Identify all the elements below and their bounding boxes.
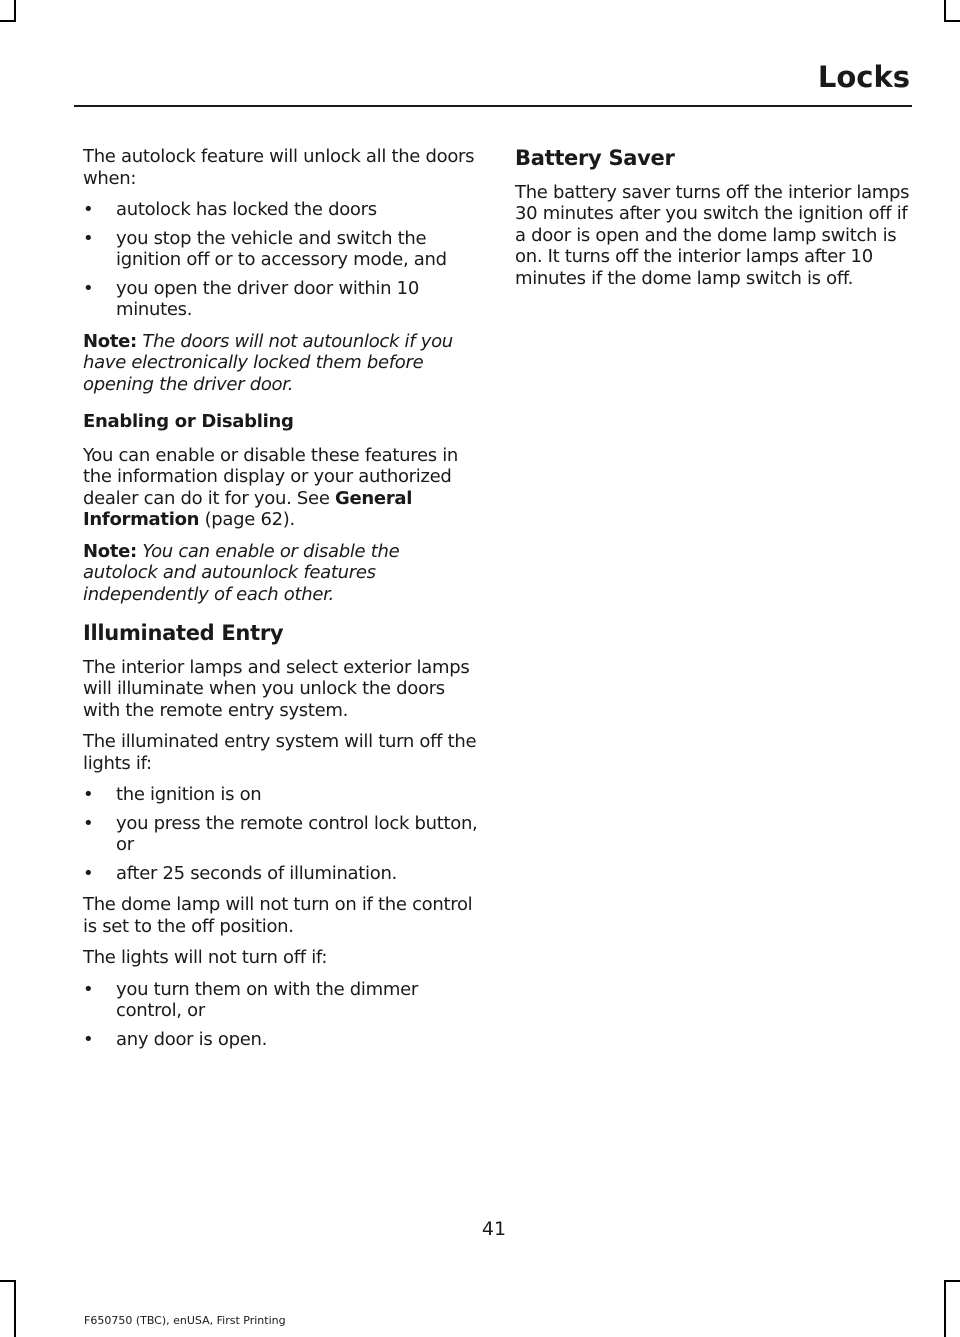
autolock-intro: The autolock feature will unlock all the doors when: bbox=[83, 146, 475, 189]
enabling-heading: Enabling or Disabling bbox=[83, 411, 294, 432]
note-text: You can enable or disable the autolock and autounlock features independently of each other. bbox=[83, 540, 400, 605]
note-autounlock bbox=[83, 331, 479, 396]
illuminated-entry-para: The illuminated entry system will turn off the lights if: bbox=[83, 731, 477, 774]
left-column bbox=[83, 146, 479, 1060]
list-item: • any door is open. bbox=[83, 1029, 479, 1051]
illuminated-entry-para: The dome lamp will not turn on if the control is set to the off position. bbox=[83, 894, 473, 937]
crop-mark bbox=[14, 1280, 16, 1337]
list-item: • the ignition is on bbox=[83, 784, 479, 806]
illuminated-entry-para: The interior lamps and select exterior lamps will illuminate when you unlock the doors with the remote entry system. bbox=[83, 656, 470, 721]
crop-mark bbox=[0, 1280, 16, 1282]
general-information-link[interactable]: General Information bbox=[83, 487, 413, 530]
page-number: 41 bbox=[481, 1218, 507, 1240]
list-item: • you open the driver door within 10 minutes. bbox=[83, 278, 479, 321]
crop-mark bbox=[0, 20, 16, 22]
enabling-text: You can enable or disable these features in the information display or your authorized dealer can do it for you. See bbox=[83, 444, 459, 509]
note-text: The doors will not autounlock if you have electronically locked them before opening the driver door. bbox=[83, 330, 453, 395]
list-item: • autolock has locked the doors bbox=[83, 199, 479, 221]
illuminated-entry-heading: Illuminated Entry bbox=[83, 621, 284, 645]
battery-saver-heading: Battery Saver bbox=[515, 146, 675, 170]
note-independent bbox=[83, 541, 479, 606]
stay-on-conditions-list bbox=[83, 979, 479, 1051]
turn-off-conditions-list bbox=[83, 784, 479, 884]
illuminated-entry-para: The lights will not turn off if: bbox=[83, 947, 328, 968]
list-item: • you turn them on with the dimmer control, or bbox=[83, 979, 479, 1022]
crop-mark bbox=[14, 0, 16, 20]
list-item: • you stop the vehicle and switch the ignition off or to accessory mode, and bbox=[83, 228, 479, 271]
note-label: Note: bbox=[83, 330, 137, 352]
list-item: • you press the remote control lock button, or bbox=[83, 813, 479, 856]
crop-mark bbox=[944, 1280, 946, 1337]
page-title: Locks bbox=[817, 60, 910, 94]
page-reference: (page 62) bbox=[204, 509, 290, 530]
unlock-conditions-list bbox=[83, 199, 479, 321]
right-column bbox=[515, 146, 911, 299]
battery-saver-text: The battery saver turns off the interior lamps 30 minutes after you switch the ignition off if a door is open and the dome lamp switch is on. It turns off the interior lamps after 10 minutes if the dome lamp switch is off. bbox=[515, 181, 910, 289]
crop-mark bbox=[944, 1280, 960, 1282]
crop-mark bbox=[944, 0, 946, 20]
crop-mark bbox=[944, 20, 960, 22]
enabling-text-end: . bbox=[289, 509, 295, 530]
list-item: • after 25 seconds of illumination. bbox=[83, 863, 479, 885]
enabling-paragraph bbox=[83, 445, 479, 531]
note-label: Note: bbox=[83, 540, 137, 562]
header-divider bbox=[74, 105, 912, 107]
footer-code: F650750 (TBC), enUSA, First Printing bbox=[84, 1314, 286, 1327]
